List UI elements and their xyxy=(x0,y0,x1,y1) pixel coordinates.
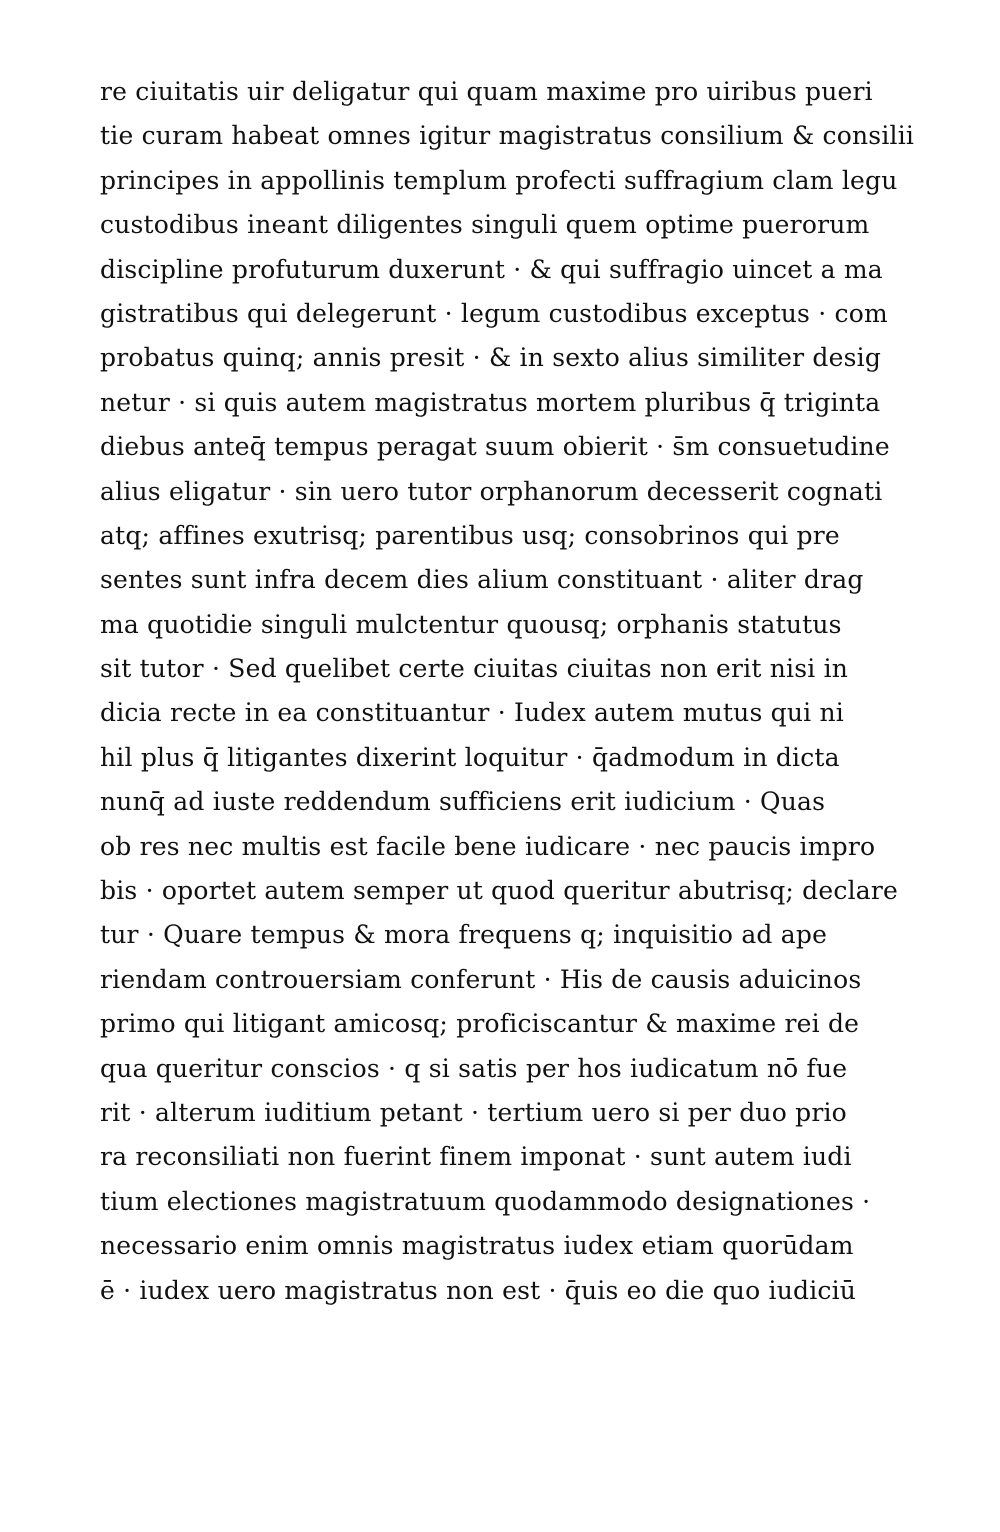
manuscript-line: atq; affines exutrisq; parentibus usq; consobrinos qui pre xyxy=(100,520,840,550)
manuscript-line: principes in appollinis templum profecti suffragium clam legu xyxy=(100,165,898,195)
manuscript-text xyxy=(100,70,945,1313)
manuscript-line: ra reconsiliati non fuerint finem imponat · sunt autem iudi xyxy=(100,1142,852,1172)
manuscript-line: ma quotidie singuli mulctentur quousq; orphanis statutus xyxy=(100,609,842,639)
manuscript-line: tur · Quare tempus & mora frequens q; inquisitio ad ape xyxy=(100,920,828,950)
manuscript-line: netur · si quis autem magistratus mortem pluribus q̄ triginta xyxy=(100,387,881,417)
manuscript-line: discipline profuturum duxerunt · & qui suffragio uincet a ma xyxy=(100,254,883,284)
manuscript-line: sentes sunt infra decem dies alium constituant · aliter drag xyxy=(100,565,864,595)
manuscript-line: riendam controuersiam conferunt · His de causis aduicinos xyxy=(100,964,862,994)
manuscript-line: hil plus q̄ litigantes dixerint loquitur · q̄admodum in dicta xyxy=(100,742,840,772)
manuscript-line: necessario enim omnis magistratus iudex etiam quorūdam xyxy=(100,1231,854,1261)
manuscript-line: probatus quinq; annis presit · & in sexto alius similiter desig xyxy=(100,343,882,373)
manuscript-line: primo qui litigant amicosq; proficiscantur & maxime rei de xyxy=(100,1009,860,1039)
manuscript-line: gistratibus qui delegerunt · legum custodibus exceptus · com xyxy=(100,298,888,328)
manuscript-line: tium electiones magistratuum quodammodo designationes · xyxy=(100,1186,871,1216)
manuscript-line: ē · iudex uero magistratus non est · q̄uis eo die quo iudiciū xyxy=(100,1275,857,1305)
manuscript-line: ob res nec multis est facile bene iudicare · nec paucis impro xyxy=(100,831,876,861)
manuscript-line: diebus anteq̄ tempus peragat suum obierit · s̄m consuetudine xyxy=(100,432,890,462)
manuscript-line: re ciuitatis uir deligatur qui quam maxime pro uiribus pueri xyxy=(100,77,873,106)
manuscript-line: qua queritur conscios · q si satis per hos iudicatum nō fue xyxy=(100,1053,848,1083)
manuscript-line: custodibus ineant diligentes singuli quem optime puerorum xyxy=(100,210,870,240)
manuscript-line: dicia recte in ea constituantur · Iudex autem mutus qui ni xyxy=(100,698,844,728)
manuscript-line: alius eligatur · sin uero tutor orphanorum decesserit cognati xyxy=(100,476,883,506)
manuscript-line: tie curam habeat omnes igitur magistratus consilium & consilii xyxy=(100,121,915,151)
manuscript-line: rit · alterum iuditium petant · tertium uero si per duo prio xyxy=(100,1097,847,1127)
manuscript-line: nunq̄ ad iuste reddendum sufficiens erit iudicium · Quas xyxy=(100,787,826,817)
manuscript-line: bis · oportet autem semper ut quod queritur abutrisq; declare xyxy=(100,876,899,906)
manuscript-line: sit tutor · Sed quelibet certe ciuitas ciuitas non erit nisi in xyxy=(100,654,849,684)
